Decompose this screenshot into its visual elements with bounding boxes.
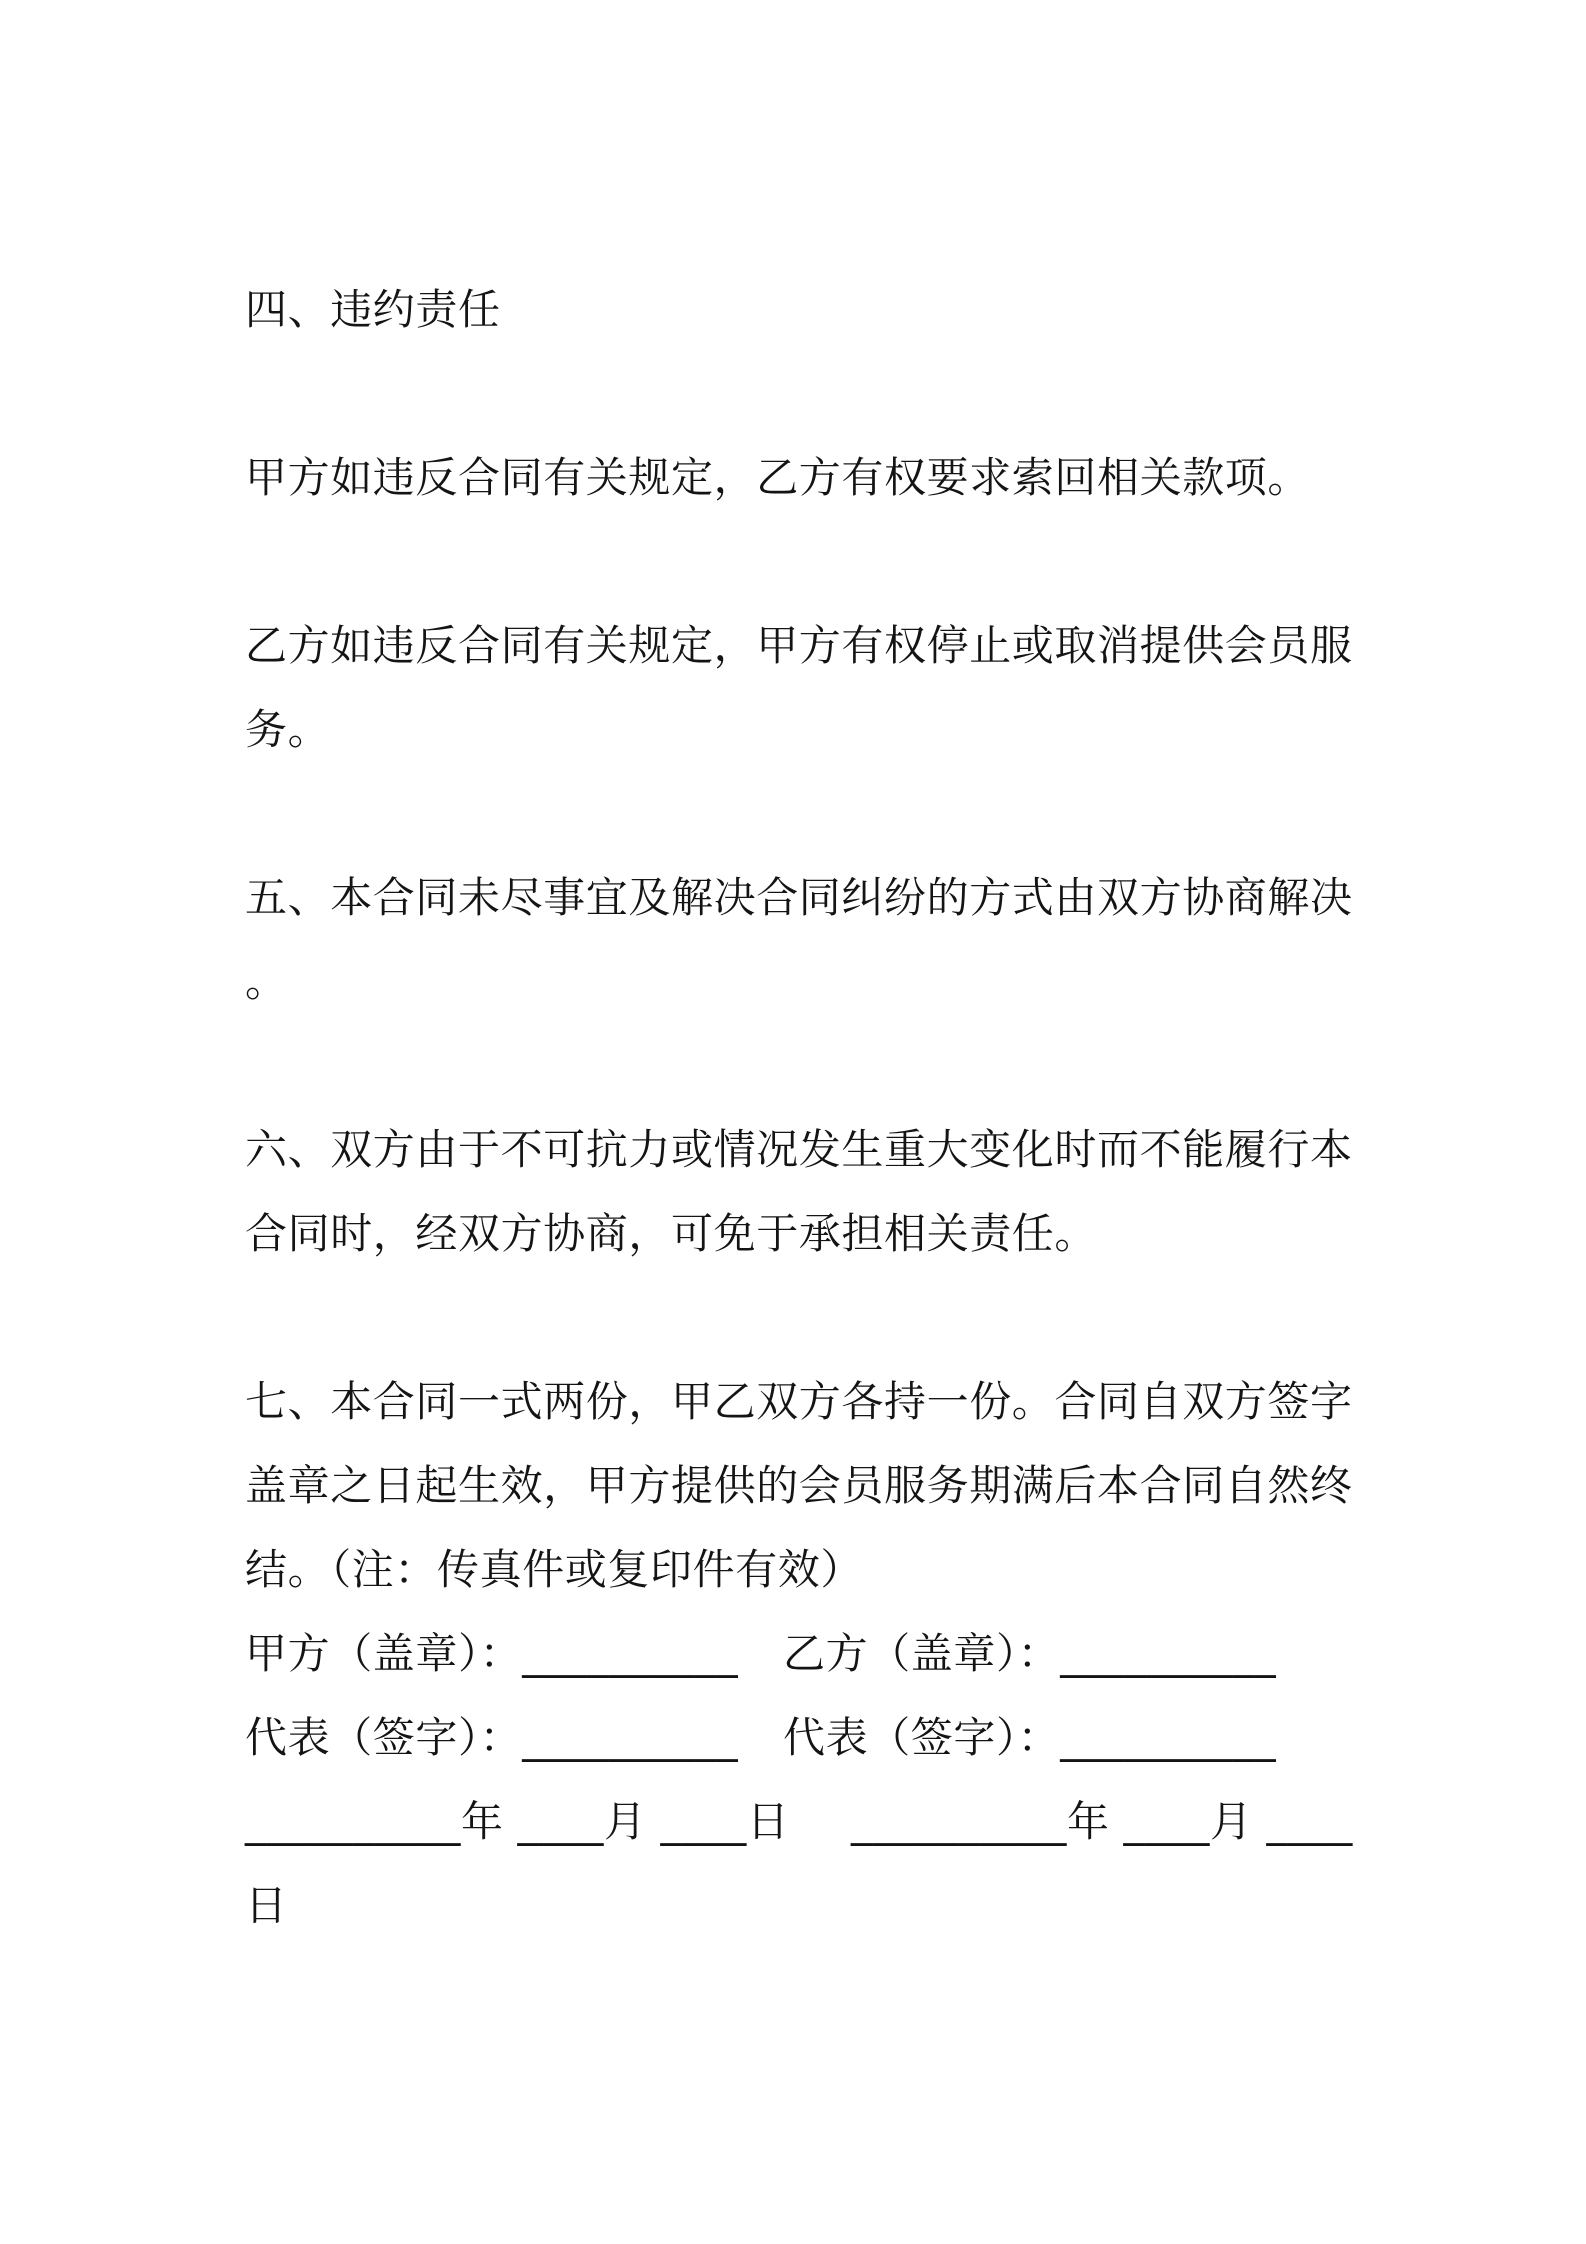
text-line: 合同时，经双方协商，可免于承担相关责任。 [245,1209,1098,1258]
text-line: 结。（注：传真件或复印件有效） [245,1545,864,1594]
text-line: 五、本合同未尽事宜及解决合同纠纷的方式由双方协商解决 [245,873,1353,922]
text-line: 务。 [245,705,331,754]
date-row [245,1780,1586,1864]
text-line: 七、本合同一式两份，甲乙双方各持一份。合同自双方签字 [245,1377,1353,1426]
party-b-date-field: __________年 ____月 ____ [851,1797,1353,1846]
party-b-date-day-wrap: 日 [245,1881,288,1930]
party-a-seal-field: 甲方（盖章）：__________ [245,1629,739,1678]
clause-seven-copies [245,1360,1586,1612]
text-line: 盖章之日起生效，甲方提供的会员服务期满后本合同自然终 [245,1461,1353,1510]
heading-line: 四、违约责任 [245,285,501,334]
clause-six-force-majeure [245,1108,1586,1276]
text-line: 。 [245,957,288,1006]
clause-five-dispute [245,856,1586,1024]
text-line: 六、双方由于不可抗力或情况发生重大变化时而不能履行本 [245,1125,1353,1174]
party-a-representative-field: 代表（签字）：__________ [245,1713,739,1762]
signature-block [245,1612,1586,1948]
party-a-date-field: __________年 ____月 ____日 [245,1797,790,1846]
party-b-seal-field: 乙方（盖章）：__________ [783,1629,1277,1678]
clause-party-b-breach [245,604,1586,772]
text-line: 乙方如违反合同有关规定，甲方有权停止或取消提供会员服 [245,621,1353,670]
seal-row [245,1612,1586,1696]
text-line: 甲方如违反合同有关规定，乙方有权要求索回相关款项。 [245,453,1311,502]
clause-party-a-breach [245,436,1586,520]
party-b-representative-field: 代表（签字）：__________ [783,1713,1277,1762]
section-breach-heading [245,268,1586,352]
representative-row [245,1696,1586,1780]
